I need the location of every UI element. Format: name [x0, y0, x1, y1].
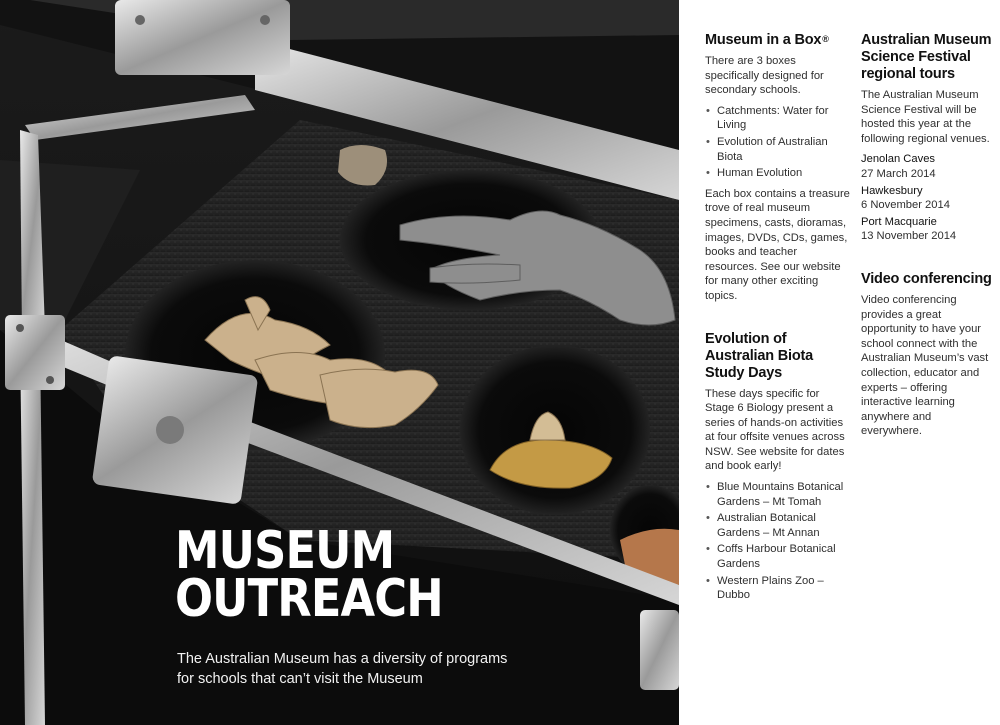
museum-in-a-box-section: [705, 32, 851, 304]
hero-title: [175, 521, 443, 629]
festival-venue-name: Port Macquarie: [861, 215, 937, 228]
science-festival-body: The Australian Museum Science Festival will be hosted this year at the following regional venues.: [861, 89, 990, 145]
study-venue-item: • Blue Mountains Botanical Gardens – Mt Tomah: [705, 480, 851, 509]
science-festival-heading: Australian Museum Science Festival regional tours: [861, 32, 992, 82]
biota-study-days-section: [705, 331, 851, 603]
science-festival-section: [861, 32, 995, 244]
box-list-item: • Human Evolution: [705, 166, 851, 181]
right-column: [861, 32, 995, 445]
festival-venue: [861, 184, 995, 213]
box-list: [705, 104, 851, 181]
corner-bracket: [5, 315, 65, 390]
festival-venue: [861, 152, 995, 181]
festival-venue: [861, 215, 995, 244]
lid-latch: [115, 0, 290, 75]
registered-mark: ®: [822, 34, 829, 44]
box-list-item: • Catchments: Water for Living: [705, 104, 851, 133]
video-conferencing-heading: Video conferencing: [861, 270, 992, 287]
study-venue-item: • Australian Botanical Gardens – Mt Annan: [705, 511, 851, 540]
museum-in-a-box-body: Each box contains a treasure trove of real museum specimens, casts, dioramas, images, DVDs, CDs, games, books and teacher resources. See our website for many other exciting topics.: [705, 187, 850, 302]
biota-study-days-heading: Evolution of Australian Biota Study Days: [705, 330, 813, 381]
box-list-item: • Evolution of Australian Biota: [705, 135, 851, 164]
festival-venue-name: Hawkesbury: [861, 184, 923, 197]
hero-subtitle: The Australian Museum has a diversity of programs for schools that can’t visit the Museum: [177, 651, 508, 687]
festival-venue-date: 13 November 2014: [861, 230, 957, 243]
festival-venue-date: 6 November 2014: [861, 199, 950, 212]
left-column: [705, 32, 851, 609]
study-venue-item: • Coffs Harbour Botanical Gardens: [705, 542, 851, 571]
study-venue-list: [705, 480, 851, 603]
hero-title-line2: OUTREACH: [175, 569, 443, 629]
video-conferencing-section: [861, 271, 995, 439]
festival-venue-name: Jenolan Caves: [861, 153, 936, 166]
museum-in-a-box-intro: There are 3 boxes specifically designed for secondary schools.: [705, 55, 824, 97]
study-venue-item: • Western Plains Zoo – Dubbo: [705, 574, 851, 603]
museum-in-a-box-heading: [705, 32, 851, 49]
museum-in-a-box-heading-text: Museum in a Box: [705, 32, 822, 48]
video-conferencing-body: Video conferencing provides a great opportunity to have your school connect with the Australian Museum’s vast collection, educator and experts – offering interactive learning anywhere and everywhere.: [861, 293, 989, 438]
biota-study-days-body: These days specific for Stage 6 Biology present a series of hands-on activities at four offsite venues across NSW. See website for dates and book early!: [705, 387, 845, 473]
festival-venue-date: 27 March 2014: [861, 167, 936, 180]
hero-title-line1: MUSEUM: [175, 521, 395, 581]
